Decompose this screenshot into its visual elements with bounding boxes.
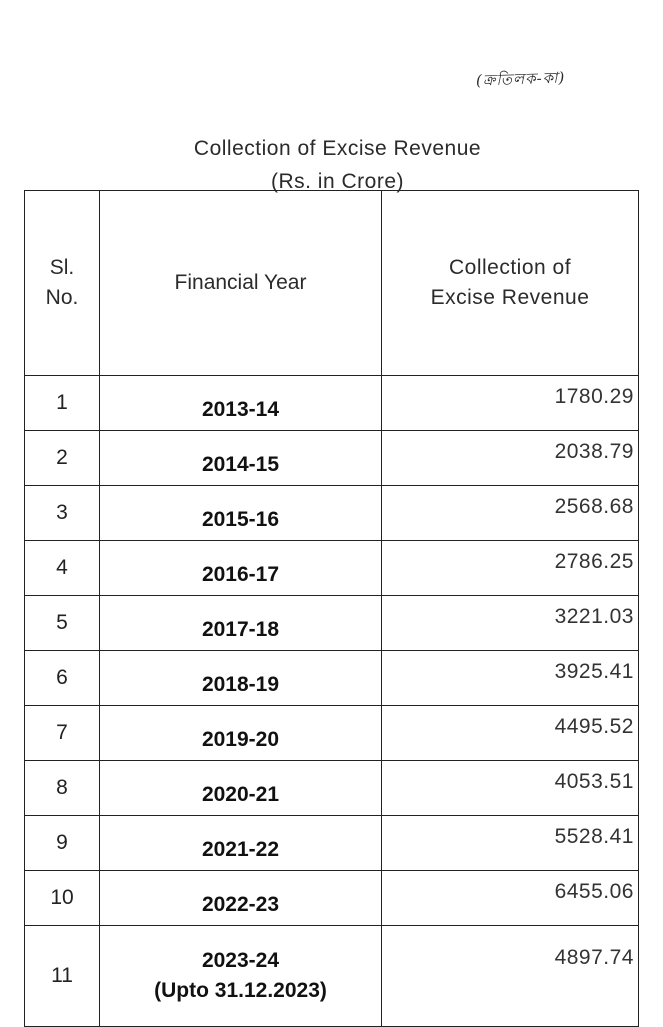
row-amount: 4495.52 bbox=[382, 706, 639, 761]
table-row bbox=[25, 926, 639, 1027]
table-row bbox=[25, 871, 639, 926]
row-year-note: (Upto 31.12.2023) bbox=[154, 979, 327, 1002]
table-row bbox=[25, 486, 639, 541]
row-year: 2020-21 bbox=[100, 761, 382, 816]
table-row bbox=[25, 541, 639, 596]
handwritten-annotation: (ক্রতিলক-কা) bbox=[475, 68, 566, 90]
row-year-cell bbox=[100, 926, 382, 1027]
row-sl: 8 bbox=[25, 761, 100, 816]
row-sl: 2 bbox=[25, 431, 100, 486]
row-sl: 3 bbox=[25, 486, 100, 541]
table-row bbox=[25, 431, 639, 486]
row-amount: 5528.41 bbox=[382, 816, 639, 871]
row-sl: 1 bbox=[25, 376, 100, 431]
table-row bbox=[25, 816, 639, 871]
header-collection bbox=[382, 191, 639, 376]
document-subtitle: (Rs. in Crore) bbox=[270, 170, 404, 193]
table-row bbox=[25, 651, 639, 706]
row-year: 2013-14 bbox=[100, 376, 382, 431]
row-year: 2019-20 bbox=[100, 706, 382, 761]
row-sl: 10 bbox=[25, 871, 100, 926]
row-sl: 4 bbox=[25, 541, 100, 596]
row-amount: 3925.41 bbox=[382, 651, 639, 706]
row-year: 2021-22 bbox=[100, 816, 382, 871]
table-header-row bbox=[25, 191, 639, 376]
row-amount: 2038.79 bbox=[382, 431, 639, 486]
row-amount: 1780.29 bbox=[382, 376, 639, 431]
row-year: 2016-17 bbox=[100, 541, 382, 596]
row-sl: 5 bbox=[25, 596, 100, 651]
row-year: 2017-18 bbox=[100, 596, 382, 651]
row-amount: 2568.68 bbox=[382, 486, 639, 541]
table-row bbox=[25, 706, 639, 761]
header-sl-no bbox=[25, 191, 100, 376]
document-title: Collection of Excise Revenue bbox=[193, 137, 482, 160]
row-year: 2018-19 bbox=[100, 651, 382, 706]
table-row bbox=[25, 596, 639, 651]
row-sl: 9 bbox=[25, 816, 100, 871]
row-year: 2022-23 bbox=[100, 871, 382, 926]
row-amount: 2786.25 bbox=[382, 541, 639, 596]
header-collection-line2: Excise Revenue bbox=[430, 286, 590, 309]
row-sl: 6 bbox=[25, 651, 100, 706]
row-year: 2023-24 bbox=[201, 949, 280, 972]
table-row bbox=[25, 376, 639, 431]
row-year: 2015-16 bbox=[100, 486, 382, 541]
header-collection-line1: Collection of bbox=[448, 256, 572, 279]
row-sl: 11 bbox=[25, 926, 100, 1027]
row-year: 2014-15 bbox=[100, 431, 382, 486]
table-row bbox=[25, 761, 639, 816]
header-sl-line2: No. bbox=[45, 286, 79, 309]
header-sl-line1: Sl. bbox=[49, 256, 75, 279]
row-amount: 3221.03 bbox=[382, 596, 639, 651]
row-sl: 7 bbox=[25, 706, 100, 761]
row-amount: 6455.06 bbox=[382, 871, 639, 926]
row-amount: 4053.51 bbox=[382, 761, 639, 816]
excise-revenue-table bbox=[24, 190, 639, 1027]
header-financial-year: Financial Year bbox=[100, 191, 382, 376]
row-amount: 4897.74 bbox=[382, 926, 639, 1027]
